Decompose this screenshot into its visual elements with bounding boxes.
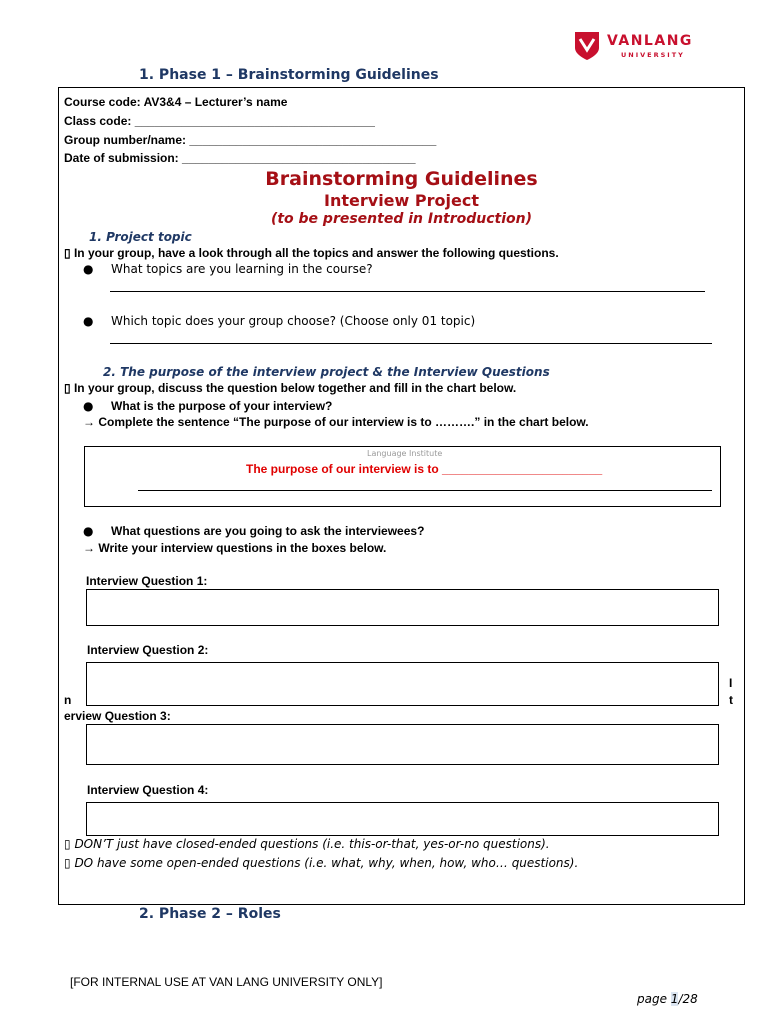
interview-question-3-label: erview Question 3: — [64, 709, 171, 723]
section1-instruction-text: In your group, have a look through all the topics and answer the following questions. — [73, 246, 559, 260]
internal-use-footer: [FOR INTERNAL USE AT VAN LANG UNIVERSITY ONLY] — [70, 975, 383, 989]
group-name: Group number/name: _____________________________________ — [64, 133, 437, 147]
interview-question-1-box[interactable] — [86, 589, 719, 626]
bullet-dot-icon: ● — [83, 262, 94, 276]
vanlang-logo — [573, 30, 703, 64]
submission-date: Date of submission: ___________________________________ — [64, 151, 416, 165]
bullet-dot-icon: ● — [83, 399, 94, 413]
section1-heading: 1. Project topic — [89, 230, 192, 244]
interview-question-1-label: Interview Question 1: — [86, 574, 208, 588]
box-glyph-icon: ▯ — [64, 837, 71, 851]
purpose-answer-line — [138, 490, 712, 491]
note-open-ended-text: DO have some open-ended questions (i.e. what, why, when, how, who… questions). — [74, 856, 579, 870]
page-current: 1 — [670, 992, 679, 1006]
phase2-heading: 2. Phase 2 – Roles — [139, 906, 281, 922]
section2-arrow: → Complete the sentence “The purpose of our interview is to ……….” in the chart below. — [83, 415, 589, 429]
course-code: Course code: AV3&4 – Lecturer’s name — [64, 95, 288, 109]
bullet-dot-icon: ● — [83, 524, 94, 538]
interview-question-3-box[interactable] — [86, 724, 719, 765]
question3-fragment-right-b: t — [729, 693, 733, 707]
section2-instruction-text: In your group, discuss the question below together and fill in the chart below. — [73, 381, 517, 395]
answer-line — [110, 343, 712, 344]
section1-q1: What topics are you learning in the course? — [111, 262, 373, 276]
question3-fragment-right-a: I — [729, 676, 733, 690]
box-glyph-icon: ▯ — [64, 246, 71, 260]
bullet-dot-icon: ● — [83, 314, 94, 328]
note-open-ended — [64, 856, 578, 870]
note-closed-ended-text: DON’T just have closed-ended questions (i.e. this-or-that, yes-or-no questions). — [74, 837, 550, 851]
logo-name: VANLANG — [607, 33, 693, 49]
page-number — [637, 992, 698, 1006]
page-total: /28 — [678, 992, 698, 1006]
class-code: Class code: ____________________________________ — [64, 114, 375, 128]
box-glyph-icon: ▯ — [64, 381, 71, 395]
watermark-text: Language Institute — [367, 449, 443, 458]
box-glyph-icon: ▯ — [64, 856, 71, 870]
section2-bullet2: What questions are you going to ask the interviewees? — [111, 524, 425, 538]
purpose-sentence: The purpose of our interview is to ________________________ — [246, 462, 603, 476]
page-prefix: page — [637, 992, 671, 1006]
section2-bullet: What is the purpose of your interview? — [111, 399, 333, 413]
section1-instruction — [64, 246, 559, 260]
logo-sub: UNIVERSITY — [621, 51, 685, 59]
interview-question-4-label: Interview Question 4: — [87, 783, 209, 797]
section2-arrow2: → Write your interview questions in the boxes below. — [83, 541, 387, 555]
phase1-heading: 1. Phase 1 – Brainstorming Guidelines — [139, 67, 439, 83]
section2-instruction — [64, 381, 516, 395]
question3-fragment-left: n — [64, 693, 72, 707]
shield-logo-icon — [573, 30, 601, 62]
worksheet-subtitle: Interview Project — [324, 191, 479, 210]
section1-q2: Which topic does your group choose? (Choose only 01 topic) — [111, 314, 476, 328]
worksheet-note: (to be presented in Introduction) — [270, 211, 533, 227]
note-closed-ended — [64, 837, 550, 851]
answer-line — [110, 291, 705, 292]
section2-heading: 2. The purpose of the interview project & the Interview Questions — [103, 365, 550, 379]
interview-question-2-label: Interview Question 2: — [87, 643, 209, 657]
interview-question-4-box[interactable] — [86, 802, 719, 836]
worksheet-title: Brainstorming Guidelines — [265, 168, 538, 190]
interview-question-2-box[interactable] — [86, 662, 719, 706]
